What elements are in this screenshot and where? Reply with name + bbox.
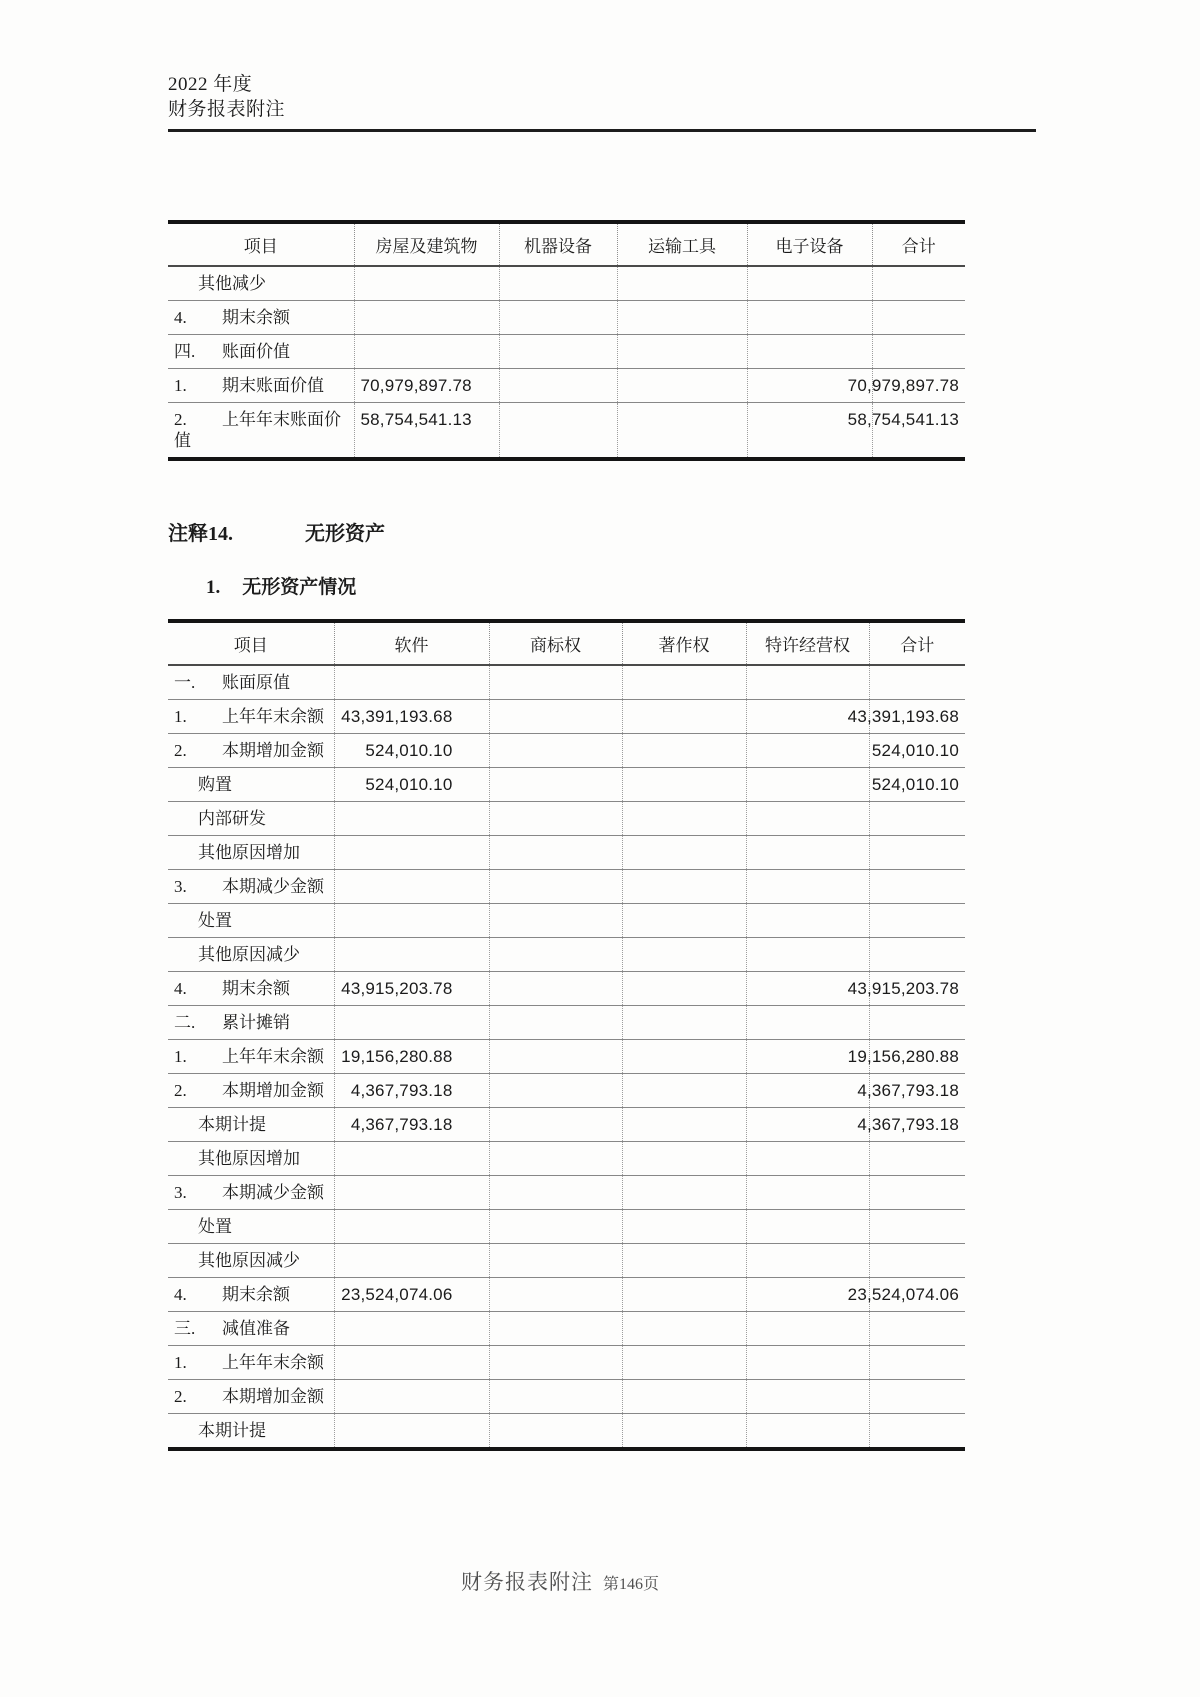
cell-empty — [489, 1244, 622, 1278]
cell-empty — [334, 1380, 489, 1414]
cell-empty — [499, 301, 617, 335]
cell-empty — [489, 1040, 622, 1074]
row-prefix: 4. — [174, 1285, 187, 1305]
note-title: 无形资产 — [305, 523, 385, 546]
row-prefix: 1. — [174, 376, 187, 396]
cell-empty — [489, 1074, 622, 1108]
table-row — [168, 1210, 965, 1244]
table-row — [168, 1074, 965, 1108]
row-prefix: 2. — [174, 410, 187, 430]
table-row — [168, 369, 965, 403]
cell-empty — [489, 1210, 622, 1244]
table-row — [168, 266, 965, 301]
row-label: 2. 本期增加金额 — [168, 1380, 334, 1414]
row-label: 其他原因减少 — [168, 938, 334, 972]
note-heading — [168, 517, 1036, 546]
cell-empty — [869, 1006, 965, 1040]
cell-empty — [489, 904, 622, 938]
cell-empty — [499, 369, 617, 403]
cell-value: 23,524,074.06 — [334, 1278, 489, 1312]
cell-empty — [489, 1380, 622, 1414]
cell-empty — [622, 1006, 746, 1040]
row-label: 其他原因增加 — [168, 836, 334, 870]
cell-empty — [334, 904, 489, 938]
row-prefix: 1. — [174, 1353, 187, 1373]
cell-empty — [746, 1142, 869, 1176]
cell-empty — [489, 1006, 622, 1040]
cell-value: 19,156,280.88 — [869, 1040, 965, 1074]
cell-value: 43,391,193.68 — [869, 700, 965, 734]
cell-empty — [617, 301, 747, 335]
cell-empty — [622, 665, 746, 700]
cell-empty — [869, 870, 965, 904]
row-prefix: 二. — [174, 1013, 196, 1033]
cell-value: 58,754,541.13 — [354, 403, 499, 460]
row-label: 处置 — [168, 904, 334, 938]
cell-empty — [747, 266, 872, 301]
cell-empty — [622, 734, 746, 768]
cell-empty — [869, 938, 965, 972]
page-content — [168, 72, 1036, 1451]
table-row — [168, 904, 965, 938]
column-header: 合计 — [869, 621, 965, 665]
row-prefix: 2. — [174, 1081, 187, 1101]
cell-empty — [622, 972, 746, 1006]
row-label: 1. 期末账面价值 — [168, 369, 354, 403]
cell-empty — [617, 335, 747, 369]
column-header: 软件 — [334, 621, 489, 665]
fixed-assets-table — [168, 220, 965, 461]
cell-empty — [354, 301, 499, 335]
row-prefix: 三. — [174, 1319, 196, 1339]
row-label: 二. 累计摊销 — [168, 1006, 334, 1040]
row-label: 处置 — [168, 1210, 334, 1244]
cell-empty — [622, 938, 746, 972]
cell-value: 23,524,074.06 — [869, 1278, 965, 1312]
row-label: 其他减少 — [168, 266, 354, 301]
table-row — [168, 403, 965, 460]
cell-value: 4,367,793.18 — [334, 1074, 489, 1108]
cell-empty — [746, 665, 869, 700]
cell-empty — [746, 1244, 869, 1278]
cell-empty — [622, 1414, 746, 1450]
fixed-assets-table-header — [168, 222, 965, 266]
cell-empty — [334, 1414, 489, 1450]
cell-empty — [354, 335, 499, 369]
cell-empty — [872, 335, 965, 369]
table-row — [168, 1278, 965, 1312]
row-label: 1. 上年年末余额 — [168, 1040, 334, 1074]
cell-empty — [334, 1346, 489, 1380]
row-label: 1. 上年年末余额 — [168, 700, 334, 734]
cell-empty — [622, 768, 746, 802]
cell-empty — [869, 1312, 965, 1346]
cell-empty — [747, 335, 872, 369]
row-prefix: 1. — [174, 1047, 187, 1067]
table-row — [168, 1142, 965, 1176]
cell-empty — [622, 1074, 746, 1108]
cell-empty — [622, 904, 746, 938]
row-prefix: 4. — [174, 308, 187, 328]
row-label: 购置 — [168, 768, 334, 802]
cell-empty — [334, 1006, 489, 1040]
row-label: 本期计提 — [168, 1108, 334, 1142]
cell-value: 70,979,897.78 — [872, 369, 965, 403]
cell-value: 524,010.10 — [869, 768, 965, 802]
cell-empty — [622, 870, 746, 904]
cell-empty — [746, 734, 869, 768]
footer-page-number: 第146页 — [602, 1576, 659, 1593]
report-year: 2022 年度 — [168, 74, 253, 95]
cell-empty — [872, 266, 965, 301]
table-row — [168, 1346, 965, 1380]
table-row — [168, 972, 965, 1006]
table-row — [168, 335, 965, 369]
cell-empty — [489, 1278, 622, 1312]
cell-empty — [747, 301, 872, 335]
cell-empty — [334, 870, 489, 904]
cell-empty — [334, 836, 489, 870]
cell-empty — [499, 403, 617, 460]
cell-empty — [334, 802, 489, 836]
cell-empty — [334, 1176, 489, 1210]
column-header: 合计 — [872, 222, 965, 266]
intangible-assets-table-body — [168, 665, 965, 1449]
cell-empty — [746, 938, 869, 972]
column-header: 项目 — [168, 621, 334, 665]
document-header — [168, 72, 1036, 132]
cell-empty — [869, 665, 965, 700]
table-row — [168, 1244, 965, 1278]
cell-empty — [622, 1312, 746, 1346]
table-row — [168, 700, 965, 734]
subsection-number: 1. — [206, 577, 221, 599]
cell-empty — [869, 1380, 965, 1414]
cell-value: 4,367,793.18 — [869, 1074, 965, 1108]
table-row — [168, 870, 965, 904]
row-label: 本期计提 — [168, 1414, 334, 1450]
column-header: 著作权 — [622, 621, 746, 665]
cell-empty — [746, 1074, 869, 1108]
row-prefix: 1. — [174, 707, 187, 727]
cell-empty — [869, 1244, 965, 1278]
note-number: 注释14. — [168, 523, 233, 546]
cell-empty — [489, 972, 622, 1006]
header-rule — [168, 129, 1036, 132]
cell-empty — [622, 1040, 746, 1074]
subsection-title: 无形资产情况 — [242, 577, 357, 599]
table-row — [168, 1414, 965, 1450]
cell-empty — [489, 1108, 622, 1142]
cell-empty — [869, 802, 965, 836]
row-prefix: 四. — [174, 342, 196, 362]
cell-empty — [869, 1210, 965, 1244]
table-row — [168, 938, 965, 972]
row-prefix: 一. — [174, 673, 196, 693]
table-row — [168, 1312, 965, 1346]
cell-empty — [334, 938, 489, 972]
cell-empty — [746, 1380, 869, 1414]
row-label: 一. 账面原值 — [168, 665, 334, 700]
table-row — [168, 1380, 965, 1414]
row-label: 三. 减值准备 — [168, 1312, 334, 1346]
table-row — [168, 1176, 965, 1210]
header-row — [168, 621, 965, 665]
row-label: 2. 本期增加金额 — [168, 1074, 334, 1108]
row-label: 3. 本期减少金额 — [168, 1176, 334, 1210]
cell-empty — [746, 1108, 869, 1142]
cell-empty — [746, 1312, 869, 1346]
cell-empty — [489, 665, 622, 700]
cell-empty — [746, 836, 869, 870]
cell-value: 43,391,193.68 — [334, 700, 489, 734]
cell-empty — [622, 1176, 746, 1210]
cell-empty — [622, 1210, 746, 1244]
row-label: 1. 上年年末余额 — [168, 1346, 334, 1380]
intangible-assets-table — [168, 619, 965, 1451]
cell-empty — [489, 1414, 622, 1450]
footer-title: 财务报表附注 — [460, 1570, 593, 1594]
cell-empty — [489, 1142, 622, 1176]
cell-empty — [334, 1244, 489, 1278]
cell-value: 4,367,793.18 — [334, 1108, 489, 1142]
cell-empty — [622, 700, 746, 734]
cell-empty — [489, 734, 622, 768]
cell-empty — [334, 1210, 489, 1244]
row-prefix: 2. — [174, 741, 187, 761]
cell-empty — [869, 1142, 965, 1176]
cell-value: 43,915,203.78 — [334, 972, 489, 1006]
cell-empty — [489, 1312, 622, 1346]
cell-empty — [869, 904, 965, 938]
cell-empty — [622, 1142, 746, 1176]
cell-empty — [622, 836, 746, 870]
row-label: 2. 上年年末账面价值 — [168, 403, 354, 460]
column-header: 特许经营权 — [746, 621, 869, 665]
cell-empty — [499, 335, 617, 369]
cell-value: 524,010.10 — [869, 734, 965, 768]
cell-value: 524,010.10 — [334, 768, 489, 802]
cell-empty — [617, 266, 747, 301]
cell-empty — [489, 700, 622, 734]
row-label: 4. 期末余额 — [168, 301, 354, 335]
cell-empty — [746, 768, 869, 802]
table-row — [168, 768, 965, 802]
cell-value: 70,979,897.78 — [354, 369, 499, 403]
intangible-assets-table-header — [168, 621, 965, 665]
cell-empty — [746, 1346, 869, 1380]
header-row — [168, 222, 965, 266]
table-row — [168, 1040, 965, 1074]
column-header: 商标权 — [489, 621, 622, 665]
cell-empty — [489, 938, 622, 972]
row-prefix: 3. — [174, 877, 187, 897]
column-header: 运输工具 — [617, 222, 747, 266]
row-prefix: 2. — [174, 1387, 187, 1407]
report-title: 财务报表附注 — [168, 99, 286, 121]
row-label: 4. 期末余额 — [168, 1278, 334, 1312]
cell-empty — [499, 266, 617, 301]
row-label: 4. 期末余额 — [168, 972, 334, 1006]
cell-empty — [334, 1142, 489, 1176]
cell-value: 4,367,793.18 — [869, 1108, 965, 1142]
cell-empty — [746, 1176, 869, 1210]
row-prefix: 4. — [174, 979, 187, 999]
cell-empty — [746, 1006, 869, 1040]
cell-empty — [489, 802, 622, 836]
cell-empty — [869, 836, 965, 870]
row-label: 内部研发 — [168, 802, 334, 836]
cell-empty — [489, 1176, 622, 1210]
cell-empty — [489, 768, 622, 802]
cell-empty — [334, 665, 489, 700]
cell-value: 43,915,203.78 — [869, 972, 965, 1006]
fixed-assets-table-body — [168, 266, 965, 459]
table-row — [168, 1108, 965, 1142]
subsection-heading — [206, 572, 1036, 599]
page-footer — [0, 1566, 1120, 1596]
cell-empty — [622, 1346, 746, 1380]
row-label: 3. 本期减少金额 — [168, 870, 334, 904]
cell-empty — [872, 301, 965, 335]
table-row — [168, 734, 965, 768]
table-row — [168, 836, 965, 870]
row-label: 其他原因增加 — [168, 1142, 334, 1176]
cell-empty — [622, 1244, 746, 1278]
cell-empty — [869, 1176, 965, 1210]
table-row — [168, 1006, 965, 1040]
cell-empty — [622, 802, 746, 836]
row-prefix: 3. — [174, 1183, 187, 1203]
cell-empty — [334, 1312, 489, 1346]
cell-empty — [746, 802, 869, 836]
table-row — [168, 802, 965, 836]
cell-empty — [617, 403, 747, 460]
cell-empty — [746, 870, 869, 904]
table-row — [168, 665, 965, 700]
cell-empty — [489, 836, 622, 870]
cell-empty — [489, 870, 622, 904]
cell-value: 524,010.10 — [334, 734, 489, 768]
cell-empty — [617, 369, 747, 403]
cell-empty — [622, 1380, 746, 1414]
column-header: 项目 — [168, 222, 354, 266]
row-label: 2. 本期增加金额 — [168, 734, 334, 768]
cell-empty — [869, 1414, 965, 1450]
cell-value: 58,754,541.13 — [872, 403, 965, 460]
cell-empty — [622, 1278, 746, 1312]
column-header: 房屋及建筑物 — [354, 222, 499, 266]
cell-empty — [489, 1346, 622, 1380]
column-header: 机器设备 — [499, 222, 617, 266]
cell-empty — [746, 1210, 869, 1244]
cell-empty — [622, 1108, 746, 1142]
row-label: 四. 账面价值 — [168, 335, 354, 369]
cell-empty — [869, 1346, 965, 1380]
cell-empty — [746, 1414, 869, 1450]
cell-empty — [354, 266, 499, 301]
cell-empty — [746, 904, 869, 938]
table-row — [168, 301, 965, 335]
row-label: 其他原因减少 — [168, 1244, 334, 1278]
cell-value: 19,156,280.88 — [334, 1040, 489, 1074]
column-header: 电子设备 — [747, 222, 872, 266]
